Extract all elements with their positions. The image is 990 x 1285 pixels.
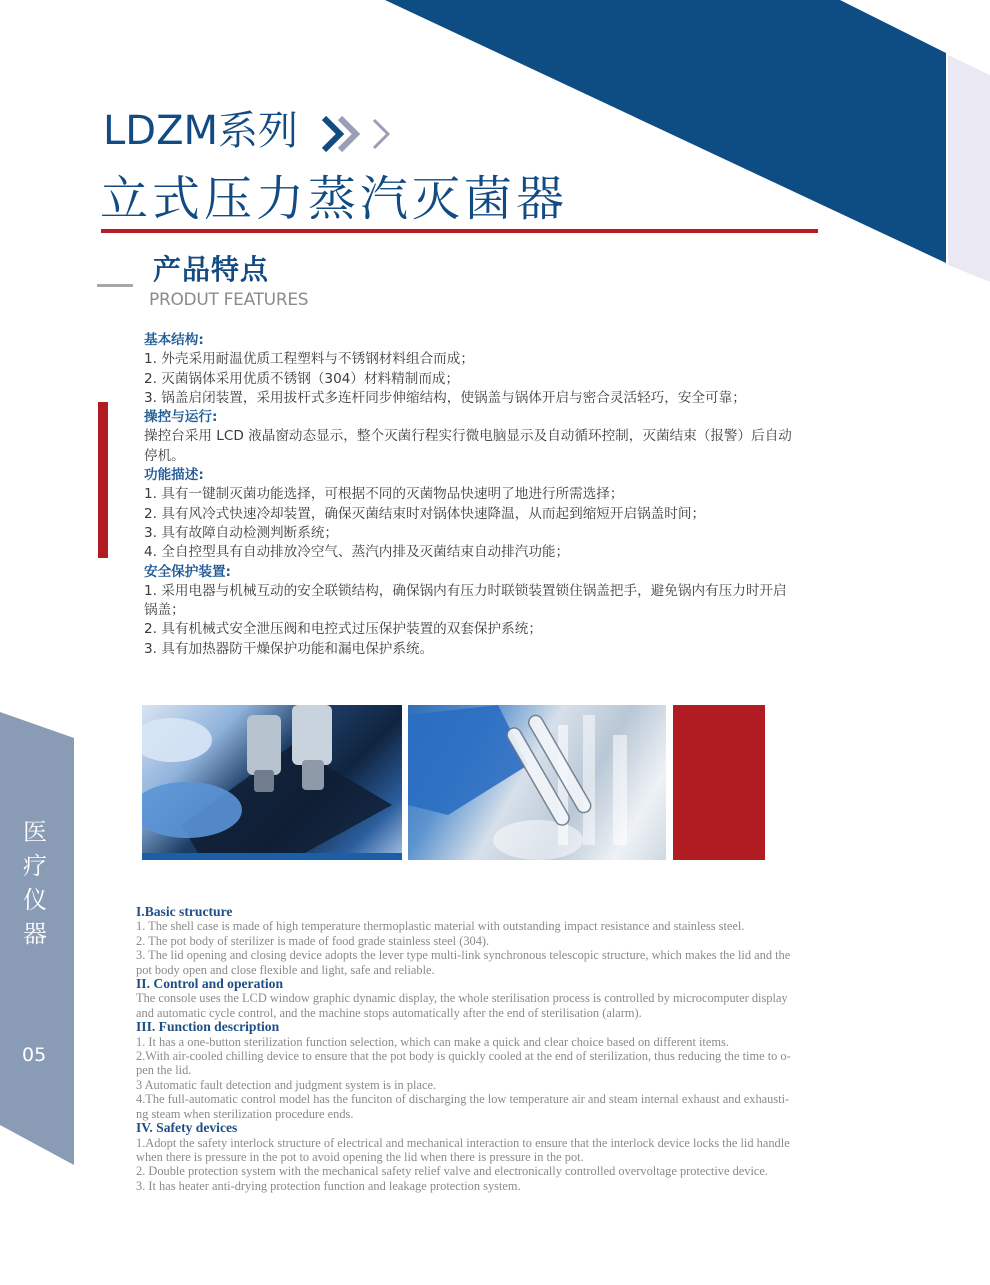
section-heading: 操控与运行: [144,409,218,426]
side-tab-char: 仪 [23,886,47,914]
cn-section-function [144,466,914,562]
feature-line: 3. It has heater anti-drying protection function and leakage protection system. [136,1178,521,1193]
feature-line: when there is pressure in the pot to avoid opening the lid when there is pressure in the pot. [136,1149,584,1164]
side-tab-char: 器 [23,920,47,948]
feature-line: 锅盖； [144,602,185,619]
feature-line: 2. 具有风冷式快速冷却装置，确保灭菌结束时对锅体快速降温，从而起到缩短开启锅盖时间； [144,505,706,522]
section-heading: 基本结构: [144,332,204,348]
feature-line: 3. The lid opening and closing device adopts the lever type multi-link synchronous telescopic structure, which makes the lid and the [136,948,791,963]
double-chevron-right-icon [322,114,397,154]
red-accent-block [673,705,765,860]
en-section-function [136,1020,896,1121]
microscope-photo [142,705,402,860]
test-tubes-illustration [408,705,666,860]
page-title: 立式压力蒸汽灭菌器 [100,171,569,227]
cn-features [144,331,914,659]
feature-line: 1. 采用电器与机械互动的安全联锁结构，确保锅内有压力时联锁装置锁住锅盖把手，避免锅内有压力时开启 [144,582,787,599]
cn-section-safety [144,563,914,659]
en-section-safety [136,1121,896,1193]
feature-line: 4. 全自控型具有自动排放冷空气、蒸汽内排及灭菌结束自动排汽功能； [144,544,570,561]
feature-line: 3. 锅盖启闭装置，采用拔杆式多连杆同步伸缩结构，使锅盖与锅体开启与密合灵活轻巧，安全可靠； [144,389,746,406]
feature-line: 2. The pot body of sterilizer is made of food grade stainless steel (304). [136,933,490,948]
microscope-illustration [142,705,402,860]
side-tab-char: 医 [23,818,47,846]
feature-line: 操控台采用 LCD 液晶窗动态显示，整个灭菌行程实行微电脑显示及自动循环控制，灭菌结束（报警）后自动 [144,428,792,445]
side-tab-label [20,815,50,951]
features-heading-cn: 产品特点 [153,253,270,286]
section-heading: II. Control and operation [136,976,284,992]
cn-section-control [144,408,914,466]
feature-line: ng steam when sterilization procedure ends. [136,1106,354,1121]
series-title: LDZM系列 [103,108,298,154]
test-tubes-photo [408,705,666,860]
en-section-basic [136,905,896,977]
feature-line: 2. Double protection system with the mechanical safety relief valve and electronically controlled overvoltage protective device. [136,1164,769,1179]
feature-line: 1. 外壳采用耐温优质工程塑料与不锈钢材料组合而成； [144,351,474,368]
lavender-band [948,55,990,282]
title-underline [101,229,818,233]
feature-line: 3. 具有加热器防干燥保护功能和漏电保护系统。 [144,640,434,657]
section-heading: I.Basic structure [136,904,233,919]
feature-line: 1. 具有一键制灭菌功能选择，可根据不同的灭菌物品快速明了地进行所需选择； [144,486,624,503]
feature-line: 1. The shell case is made of high temperature thermoplastic material with outstanding impact resistance and stainless steel. [136,919,745,934]
section-heading: IV. Safety devices [136,1120,238,1136]
section-heading: 功能描述: [144,467,204,484]
feature-line: 3 Automatic fault detection and judgment system is in place. [136,1077,437,1092]
feature-line: 2. 灭菌锅体采用优质不锈钢（304）材料精制而成； [144,370,460,387]
feature-line: 3. 具有故障自动检测判断系统； [144,524,339,541]
feature-line: pen the lid. [136,1063,192,1078]
feature-line: 1. It has a one-button sterilization function selection, which can make a quick and clear choice based on different items. [136,1034,729,1049]
feature-line: The console uses the LCD window graphic dynamic display, the whole sterilisation process is controlled by microcomputer display [136,991,788,1006]
features-heading-en: PRODUT FEATURES [149,290,309,310]
accent-bar [98,402,108,558]
feature-line: 2.With air-cooled chilling device to ensure that the pot body is quickly cooled at the end of sterilization, thus reducing the time to o- [136,1049,791,1064]
heading-dash [97,284,133,287]
en-section-control [136,977,896,1020]
feature-line: pot body open and close flexible and light, safe and reliable. [136,962,435,977]
page-number: 05 [22,1044,47,1066]
section-heading: III. Function description [136,1019,280,1035]
feature-line: 1.Adopt the safety interlock structure of electrical and mechanical interaction to ensure that the interlock device locks the lid handle [136,1135,790,1150]
feature-line: 2. 具有机械式安全泄压阀和电控式过压保护装置的双套保护系统； [144,621,542,638]
feature-line: 4.The full-automatic control model has the funciton of discharging the low temperature air and steam internal exhaust and exhausti- [136,1092,790,1107]
en-features [136,905,896,1193]
cn-section-basic [144,331,914,408]
side-tab-char: 疗 [23,852,47,880]
section-heading: 安全保护装置: [144,563,231,580]
feature-line: and automatic cycle control, and the machine stops automatically after the end of sterilisation (alarm). [136,1005,642,1020]
feature-line: 停机。 [144,447,185,464]
